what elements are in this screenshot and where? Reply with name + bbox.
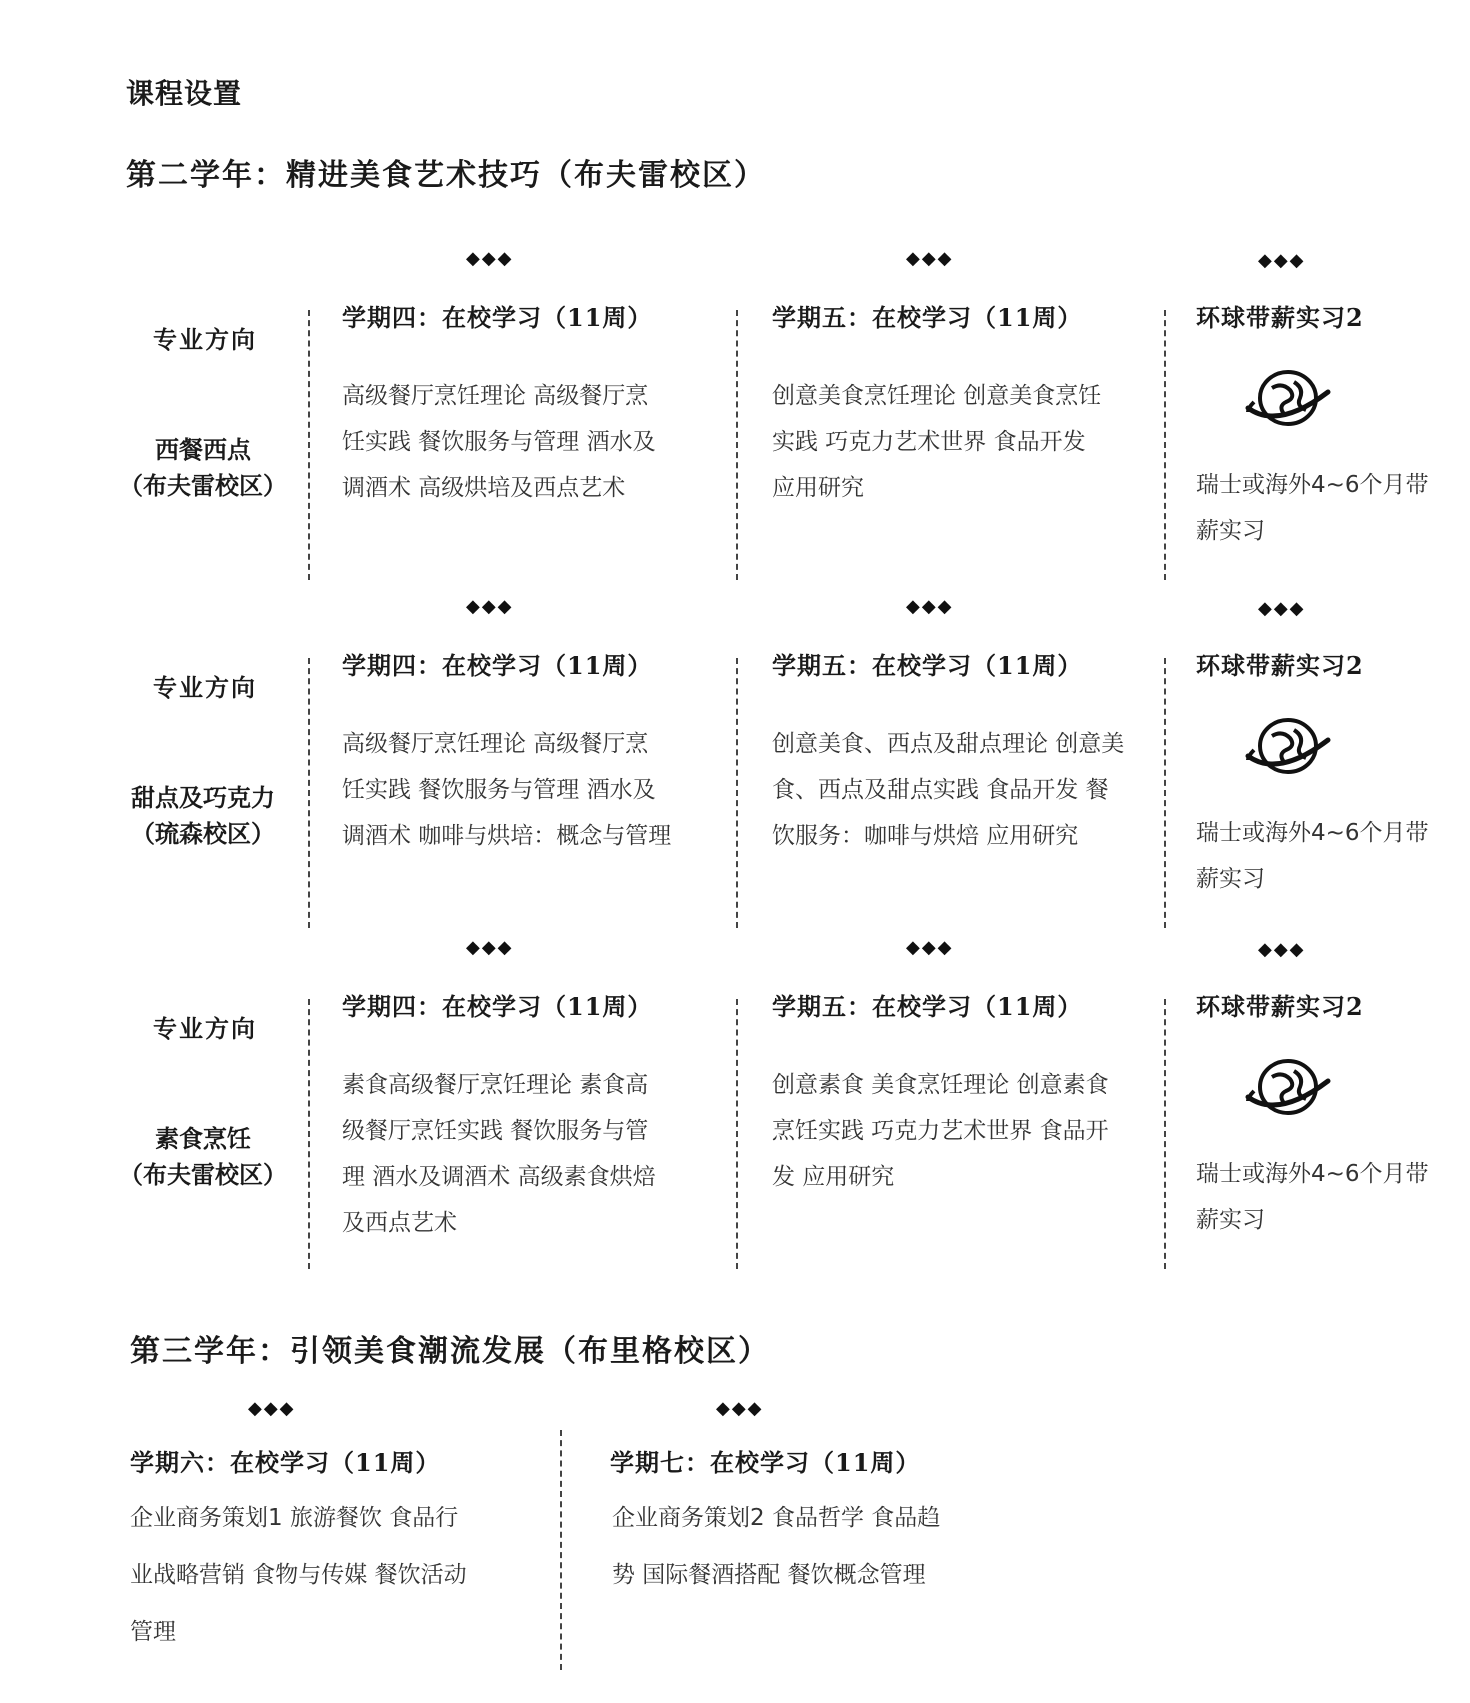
intern-line: 薪实习	[1196, 518, 1265, 544]
intern-line: 瑞士或海外4~6个月带	[1196, 472, 1429, 498]
sem4-line: 饪实践 餐饮服务与管理 酒水及	[342, 429, 656, 455]
sem4-line: 饪实践 餐饮服务与管理 酒水及	[342, 777, 656, 803]
direction-name	[108, 780, 298, 852]
direction-campus: （琉森校区）	[131, 819, 275, 848]
sem5-line: 创意美食、西点及甜点理论 创意美	[772, 731, 1125, 757]
column-divider	[308, 658, 310, 928]
intern-title: 环球带薪实习2	[1196, 303, 1364, 332]
page-heading: 课程设置	[126, 77, 243, 110]
sem5-line: 发 应用研究	[772, 1164, 895, 1190]
sem4-dots: ◆◆◆	[466, 596, 514, 617]
sem4-line: 调酒术 高级烘培及西点艺术	[342, 475, 626, 501]
year3-sem6-dots: ◆◆◆	[248, 1398, 296, 1419]
intern-line: 瑞士或海外4~6个月带	[1196, 820, 1429, 846]
sem4-body	[342, 1062, 732, 1246]
intern-title: 环球带薪实习2	[1196, 651, 1364, 680]
sem5-line: 应用研究	[772, 475, 864, 501]
sem4-line: 素食高级餐厅烹饪理论 素食高	[342, 1072, 649, 1098]
sem6-line: 企业商务策划1 旅游餐饮 食品行	[130, 1505, 459, 1531]
sem5-line: 烹饪实践 巧克力艺术世界 食品开	[772, 1118, 1109, 1144]
sem5-title: 学期五：在校学习（11周）	[772, 992, 1083, 1021]
year2-title: 第二学年：精进美食艺术技巧（布夫雷校区）	[126, 158, 766, 193]
column-divider	[1164, 999, 1166, 1269]
intern-body	[1196, 1151, 1456, 1243]
sem4-title: 学期四：在校学习（11周）	[342, 992, 653, 1021]
sem5-dots: ◆◆◆	[906, 596, 954, 617]
year3-sem7-dots: ◆◆◆	[716, 1398, 764, 1419]
sem5-body	[772, 373, 1162, 511]
sem7-line: 企业商务策划2 食品哲学 食品趋	[612, 1505, 941, 1531]
intern-dots: ◆◆◆	[1258, 939, 1306, 960]
sem6-body	[130, 1490, 550, 1661]
sem5-line: 创意美食烹饪理论 创意美食烹饪	[772, 383, 1102, 409]
column-divider	[308, 310, 310, 580]
sem4-title: 学期四：在校学习（11周）	[342, 303, 653, 332]
sem5-dots: ◆◆◆	[906, 937, 954, 958]
column-divider	[736, 310, 738, 580]
sem4-line: 及西点艺术	[342, 1210, 457, 1236]
sem4-line: 高级餐厅烹饪理论 高级餐厅烹	[342, 383, 649, 409]
column-divider	[736, 658, 738, 928]
column-divider	[1164, 658, 1166, 928]
direction-name-line: 甜点及巧克力	[131, 783, 275, 812]
year3-divider	[560, 1430, 562, 1670]
sem6-title: 学期六：在校学习（11周）	[130, 1448, 441, 1477]
sem4-line: 理 酒水及调酒术 高级素食烘焙	[342, 1164, 656, 1190]
sem5-dots: ◆◆◆	[906, 248, 954, 269]
intern-body	[1196, 810, 1456, 902]
sem5-title: 学期五：在校学习（11周）	[772, 651, 1083, 680]
sem5-title: 学期五：在校学习（11周）	[772, 303, 1083, 332]
sem7-body	[612, 1490, 1032, 1604]
sem5-line: 创意素食 美食烹饪理论 创意素食	[772, 1072, 1109, 1098]
sem5-line: 饮服务：咖啡与烘焙 应用研究	[772, 823, 1079, 849]
globe-hands-icon	[1244, 716, 1332, 780]
direction-label: 专业方向	[153, 1014, 257, 1043]
intern-line: 瑞士或海外4~6个月带	[1196, 1161, 1429, 1187]
direction-label: 专业方向	[153, 325, 257, 354]
year3-title: 第三学年：引领美食潮流发展（布里格校区）	[130, 1334, 770, 1369]
intern-dots: ◆◆◆	[1258, 250, 1306, 271]
direction-name-line: 素食烹饪	[155, 1124, 251, 1153]
intern-dots: ◆◆◆	[1258, 598, 1306, 619]
sem5-line: 实践 巧克力艺术世界 食品开发	[772, 429, 1086, 455]
sem5-line: 食、西点及甜点实践 食品开发 餐	[772, 777, 1109, 803]
direction-label: 专业方向	[153, 673, 257, 702]
sem4-line: 级餐厅烹饪实践 餐饮服务与管	[342, 1118, 649, 1144]
direction-name	[108, 432, 298, 504]
sem6-line: 管理	[130, 1619, 176, 1645]
sem4-dots: ◆◆◆	[466, 248, 514, 269]
sem7-line: 势 国际餐酒搭配 餐饮概念管理	[612, 1562, 926, 1588]
intern-line: 薪实习	[1196, 1207, 1265, 1233]
intern-title: 环球带薪实习2	[1196, 992, 1364, 1021]
direction-campus: （布夫雷校区）	[119, 471, 287, 500]
intern-line: 薪实习	[1196, 866, 1265, 892]
column-divider	[308, 999, 310, 1269]
sem6-line: 业战略营销 食物与传媒 餐饮活动	[130, 1562, 467, 1588]
sem4-body	[342, 721, 732, 859]
sem4-line: 调酒术 咖啡与烘培：概念与管理	[342, 823, 672, 849]
direction-name	[108, 1121, 298, 1193]
sem5-body	[772, 721, 1162, 859]
globe-hands-icon	[1244, 368, 1332, 432]
sem4-body	[342, 373, 732, 511]
sem7-title: 学期七：在校学习（11周）	[610, 1448, 921, 1477]
column-divider	[1164, 310, 1166, 580]
sem4-title: 学期四：在校学习（11周）	[342, 651, 653, 680]
column-divider	[736, 999, 738, 1269]
sem4-dots: ◆◆◆	[466, 937, 514, 958]
direction-name-line: 西餐西点	[155, 435, 251, 464]
intern-body	[1196, 462, 1456, 554]
sem4-line: 高级餐厅烹饪理论 高级餐厅烹	[342, 731, 649, 757]
sem5-body	[772, 1062, 1162, 1200]
direction-campus: （布夫雷校区）	[119, 1160, 287, 1189]
globe-hands-icon	[1244, 1057, 1332, 1121]
